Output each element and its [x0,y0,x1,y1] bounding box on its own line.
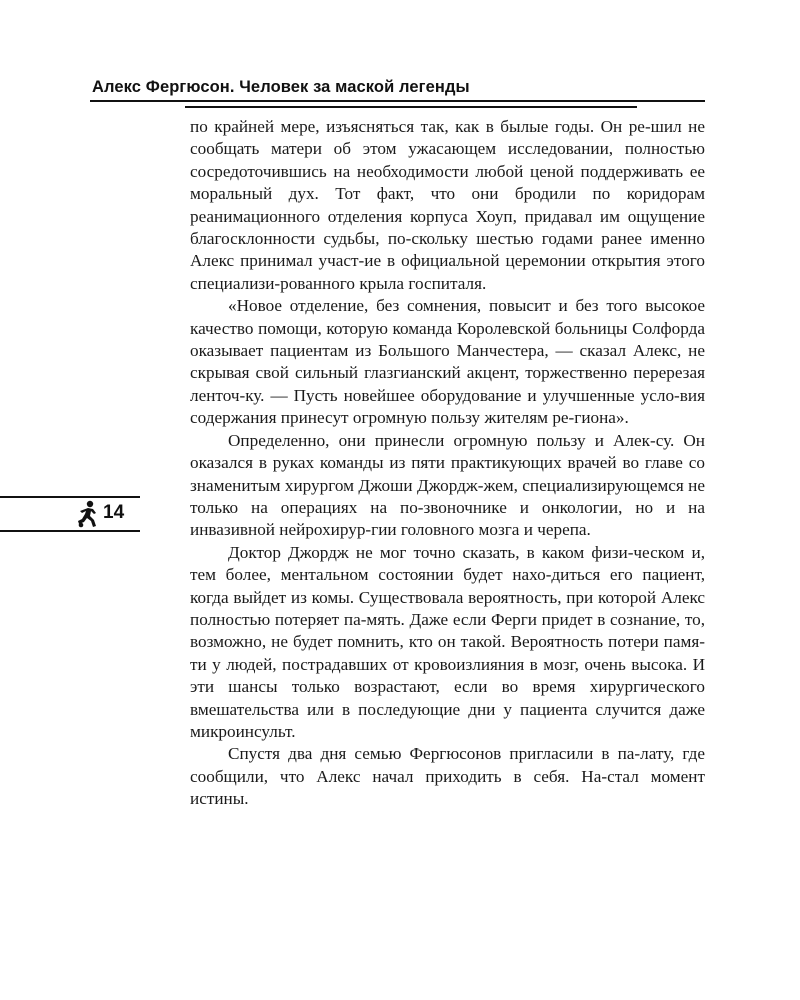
paragraph-2: «Новое отделение, без сомнения, повысит и без того высокое качество помощи, которую команда Королевской больницы Солфорда оказывает пациентам из Большого Манчестера, — сказал Алекс, не скрывая свой сильный глазгианский акцент, торжественно перерезая ленточ-ку. — Пусть новейшее оборудование и улучшенные усло-вия содержания принесут огромную пользу жителям ре-гиона». [190,296,705,428]
paragraph-1: по крайней мере, изъясняться так, как в былые годы. Он ре-шил не сообщать матери об этом ужасающем исследовании, полностью сосредоточившись на необходимости любой ценой поддерживать ее моральный дух. Тот факт, что они бродили по коридорам реанимационного отделения корпуса Хоуп, придавал им ощущение благосклонности судьбы, по-скольку шестью годами ранее именно Алекс принимал участ-ие в официальной церемонии открытия этого специализи-рованного крыла госпиталя. [190,117,705,293]
page-marker-rule-bottom [0,530,140,532]
paragraph-5: Спустя два дня семью Фергюсонов пригласили в па-лату, где сообщили, что Алекс начал приходить в себя. На-стал момент истины. [190,744,705,809]
page-marker-rule-top [0,496,140,498]
header-rule-bottom [185,106,637,108]
paragraph-4: Доктор Джордж не мог точно сказать, в каком физи-ческом и, тем более, ментальном состоянии будет нахо-диться его пациент, когда выйдет из комы. Существовала вероятность, при которой Алекс полностью потеряет па-мять. Даже если Ферги придет в сознание, то, возможно, не будет помнить, кто он такой. Вероятность потери памя-ти у людей, пострадавших от кровоизлияния в мозг, очень высока. И эти шансы только возрастают, если во время хирургического вмешательства или в последующие дни у пациента случится даже микроинсульт. [190,542,705,741]
header-rule-top [90,100,705,102]
page-marker [0,496,140,532]
page-number: 14 [103,502,125,523]
football-player-icon [74,500,100,528]
body-text [190,116,705,811]
running-header-title: Алекс Фергюсон. Человек за маской легенды [92,78,470,96]
paragraph-3: Определенно, они принесли огромную пользу и Алек-су. Он оказался в руках команды из пяти практикующих врачей во главе со знаменитым хирургом Джоши Джордж-жем, специализирующемся не только на операциях на по-звоночнике и онкологии, но и на инвазивной нейрохирур-гии головного мозга и черепа. [190,430,705,540]
